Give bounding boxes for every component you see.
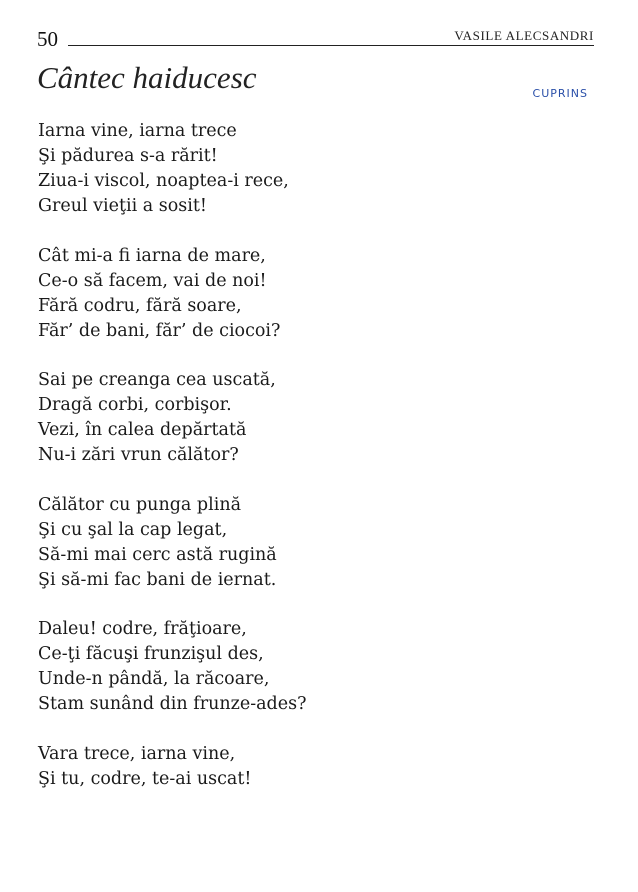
verse-line: Să-mi mai cerc astă rugină — [38, 544, 277, 565]
verse-line: Şi cu şal la cap legat, — [38, 519, 228, 540]
verse-line: Şi pădurea s-a rărit! — [38, 146, 218, 166]
page-number: 50 — [37, 27, 58, 51]
verse-line: Nu-i zări vrun călător? — [38, 445, 239, 465]
verse-line: Daleu! codre, frăţioare, — [38, 619, 247, 639]
header-rule — [68, 45, 594, 46]
verse-line: Ce-o să facem, vai de noi! — [38, 270, 267, 291]
verse-line: Şi să-mi fac bani de iernat. — [38, 569, 277, 590]
verse-line: Unde-n pândă, la răcoare, — [38, 669, 270, 689]
stanza-6 — [38, 742, 598, 792]
stanza-4 — [38, 493, 598, 593]
stanza-3 — [38, 368, 598, 468]
verse-line: Făr’ de bani, făr’ de ciocoi? — [38, 320, 281, 341]
verse-line: Vara trece, iarna vine, — [38, 743, 236, 764]
table-of-contents-link[interactable]: CUPRINS — [532, 87, 588, 100]
verse-line: Ce-ţi făcuşi frunzişul des, — [38, 644, 264, 664]
stanza-2 — [38, 244, 598, 344]
stanza-5 — [38, 617, 598, 717]
verse-line: Ziua-i viscol, noaptea-i rece, — [38, 171, 289, 191]
verse-line: Vezi, în calea depărtată — [38, 420, 247, 440]
running-head-author: VASILE ALECSANDRI — [448, 28, 594, 44]
verse-line: Călător cu punga plină — [38, 494, 242, 515]
verse-line: Fără codru, fără soare, — [38, 295, 242, 316]
verse-line: Sai pe creanga cea uscată, — [38, 370, 276, 390]
verse-line: Dragă corbi, corbişor. — [38, 395, 232, 415]
poem-body — [38, 119, 598, 816]
verse-line: Greul vieţii a sosit! — [38, 196, 207, 216]
verse-line: Şi tu, codre, te-ai uscat! — [38, 768, 252, 789]
verse-line: Iarna vine, iarna trece — [38, 121, 237, 141]
stanza-1 — [38, 119, 598, 219]
poem-title: Cântec haiducesc — [37, 60, 257, 95]
verse-line: Stam sunând din frunze-ades? — [38, 694, 307, 714]
verse-line: Cât mi-a fi iarna de mare, — [38, 245, 266, 266]
